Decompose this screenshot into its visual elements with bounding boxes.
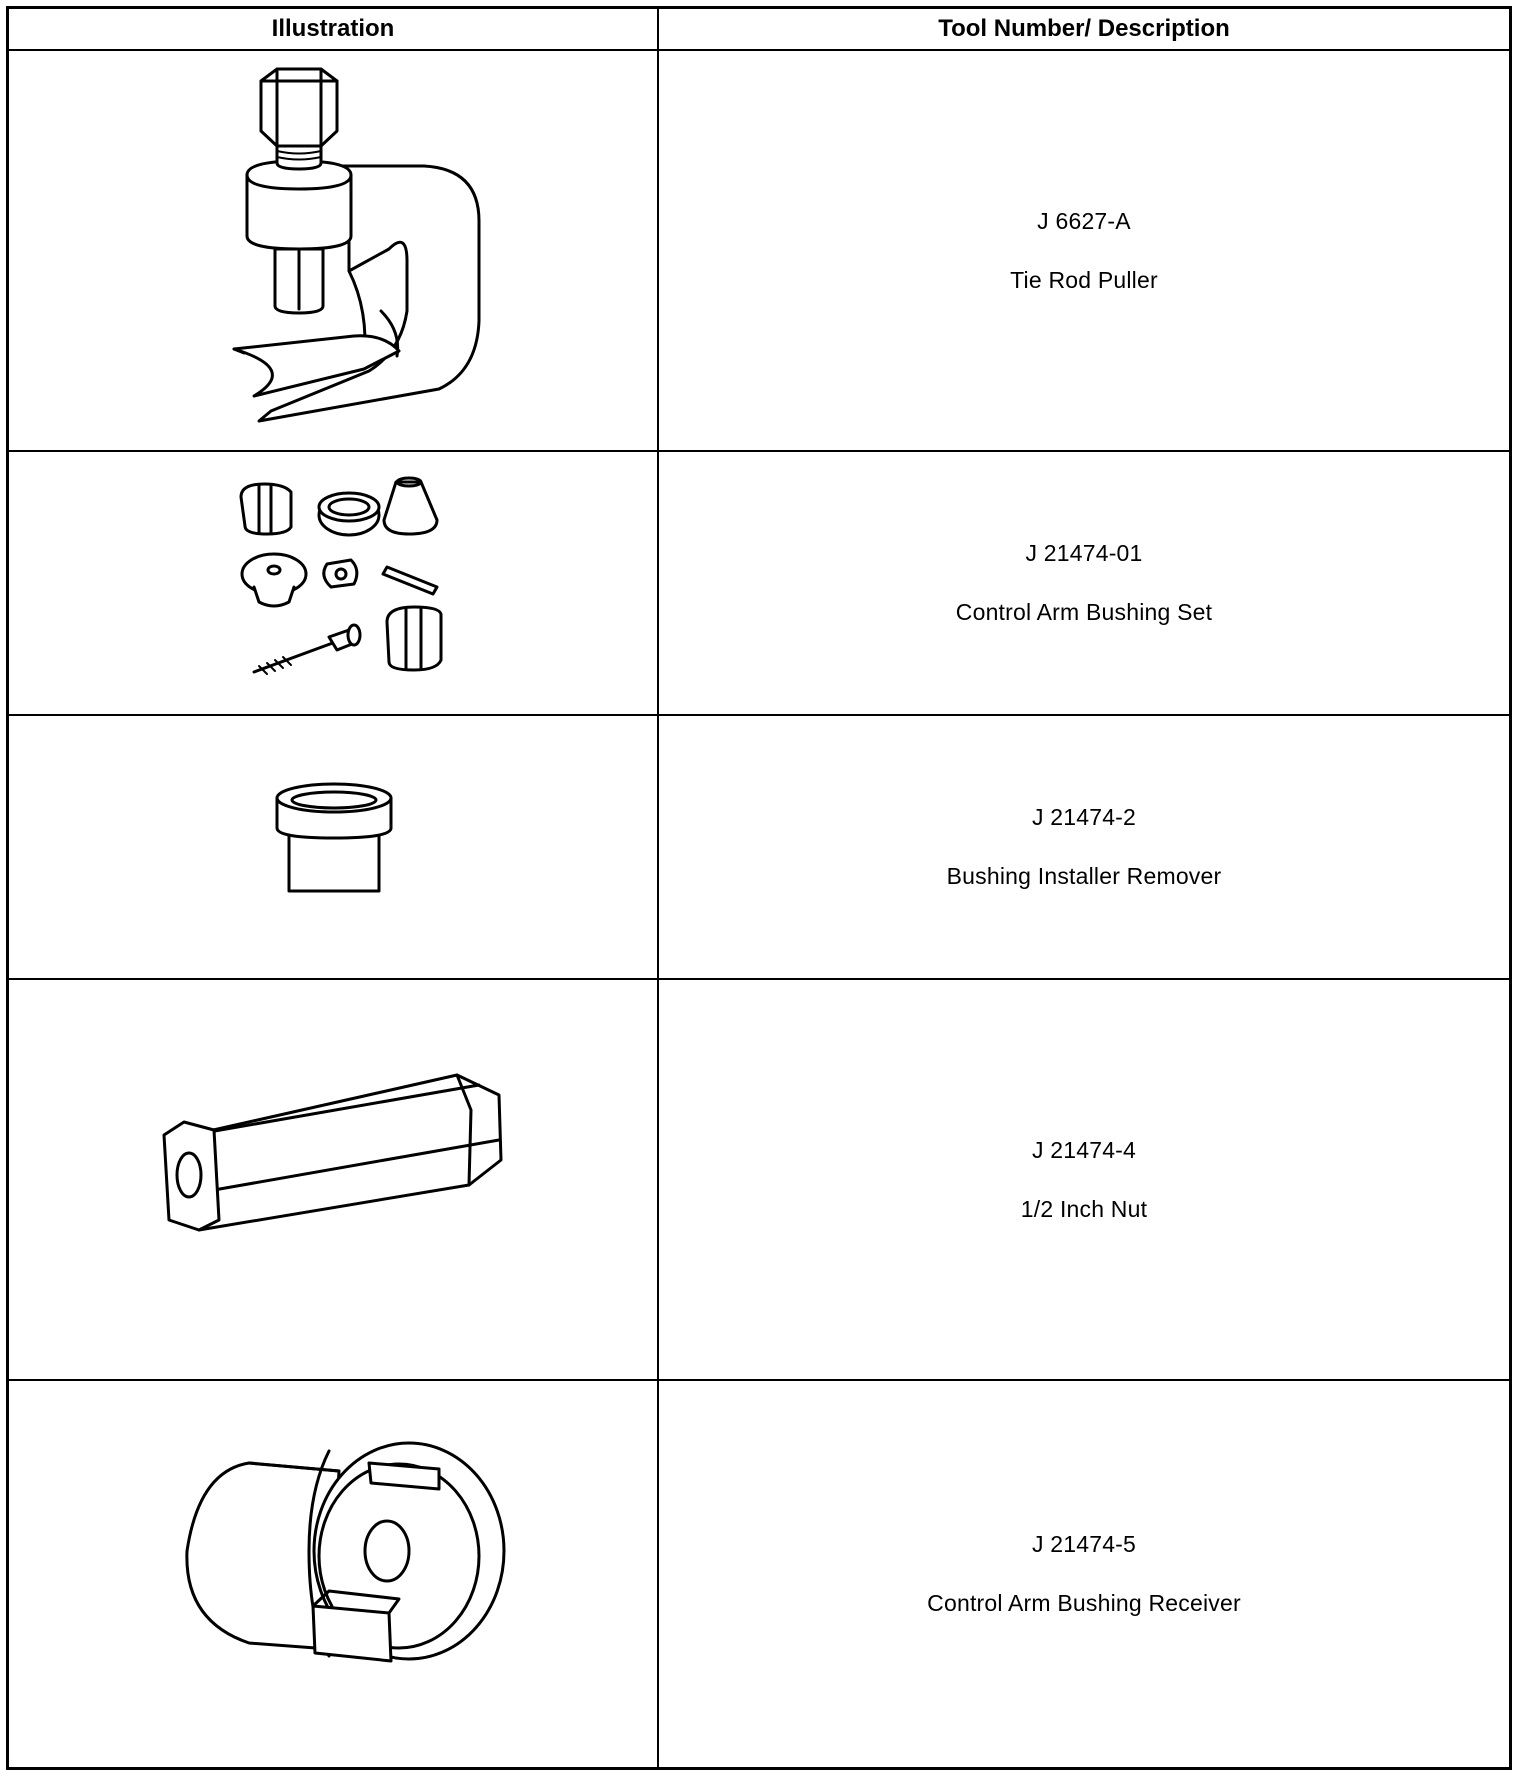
table-row	[9, 452, 1509, 716]
description-cell	[659, 51, 1509, 450]
description-cell	[659, 716, 1509, 978]
tool-number: J 21474-2	[1031, 804, 1137, 830]
header-illustration: Illustration	[271, 15, 395, 42]
tool-description: Control Arm Bushing Set	[955, 599, 1213, 625]
bushing-installer-icon	[9, 716, 657, 978]
illustration-cell	[9, 51, 657, 450]
tool-description: Bushing Installer Remover	[946, 863, 1222, 889]
table-row	[9, 1381, 1509, 1767]
tool-number: J 21474-01	[1025, 540, 1143, 566]
table-row	[9, 51, 1509, 452]
tool-number: J 21474-4	[1031, 1136, 1137, 1163]
illustration-cell	[9, 452, 657, 714]
table-row	[9, 980, 1509, 1381]
tool-description: Tie Rod Puller	[1010, 266, 1158, 293]
table-row	[9, 716, 1509, 980]
tool-description: 1/2 Inch Nut	[1020, 1195, 1148, 1222]
illustration-cell	[9, 1381, 657, 1767]
illustration-cell	[9, 716, 657, 978]
bushing-set-icon	[9, 452, 657, 714]
hex-nut-icon	[9, 980, 657, 1379]
description-cell	[659, 980, 1509, 1379]
tool-number: J 21474-5	[1031, 1531, 1137, 1557]
tool-number: J 6627-A	[1037, 207, 1131, 234]
tie-rod-puller-icon	[9, 51, 657, 450]
header-description: Tool Number/ Description	[938, 15, 1230, 42]
illustration-cell	[9, 980, 657, 1379]
bushing-receiver-icon	[9, 1381, 657, 1767]
tool-description: Control Arm Bushing Receiver	[927, 1590, 1241, 1616]
tools-table	[6, 6, 1512, 1770]
description-cell	[659, 452, 1509, 714]
description-cell	[659, 1381, 1509, 1767]
table-header-row	[9, 9, 1509, 51]
